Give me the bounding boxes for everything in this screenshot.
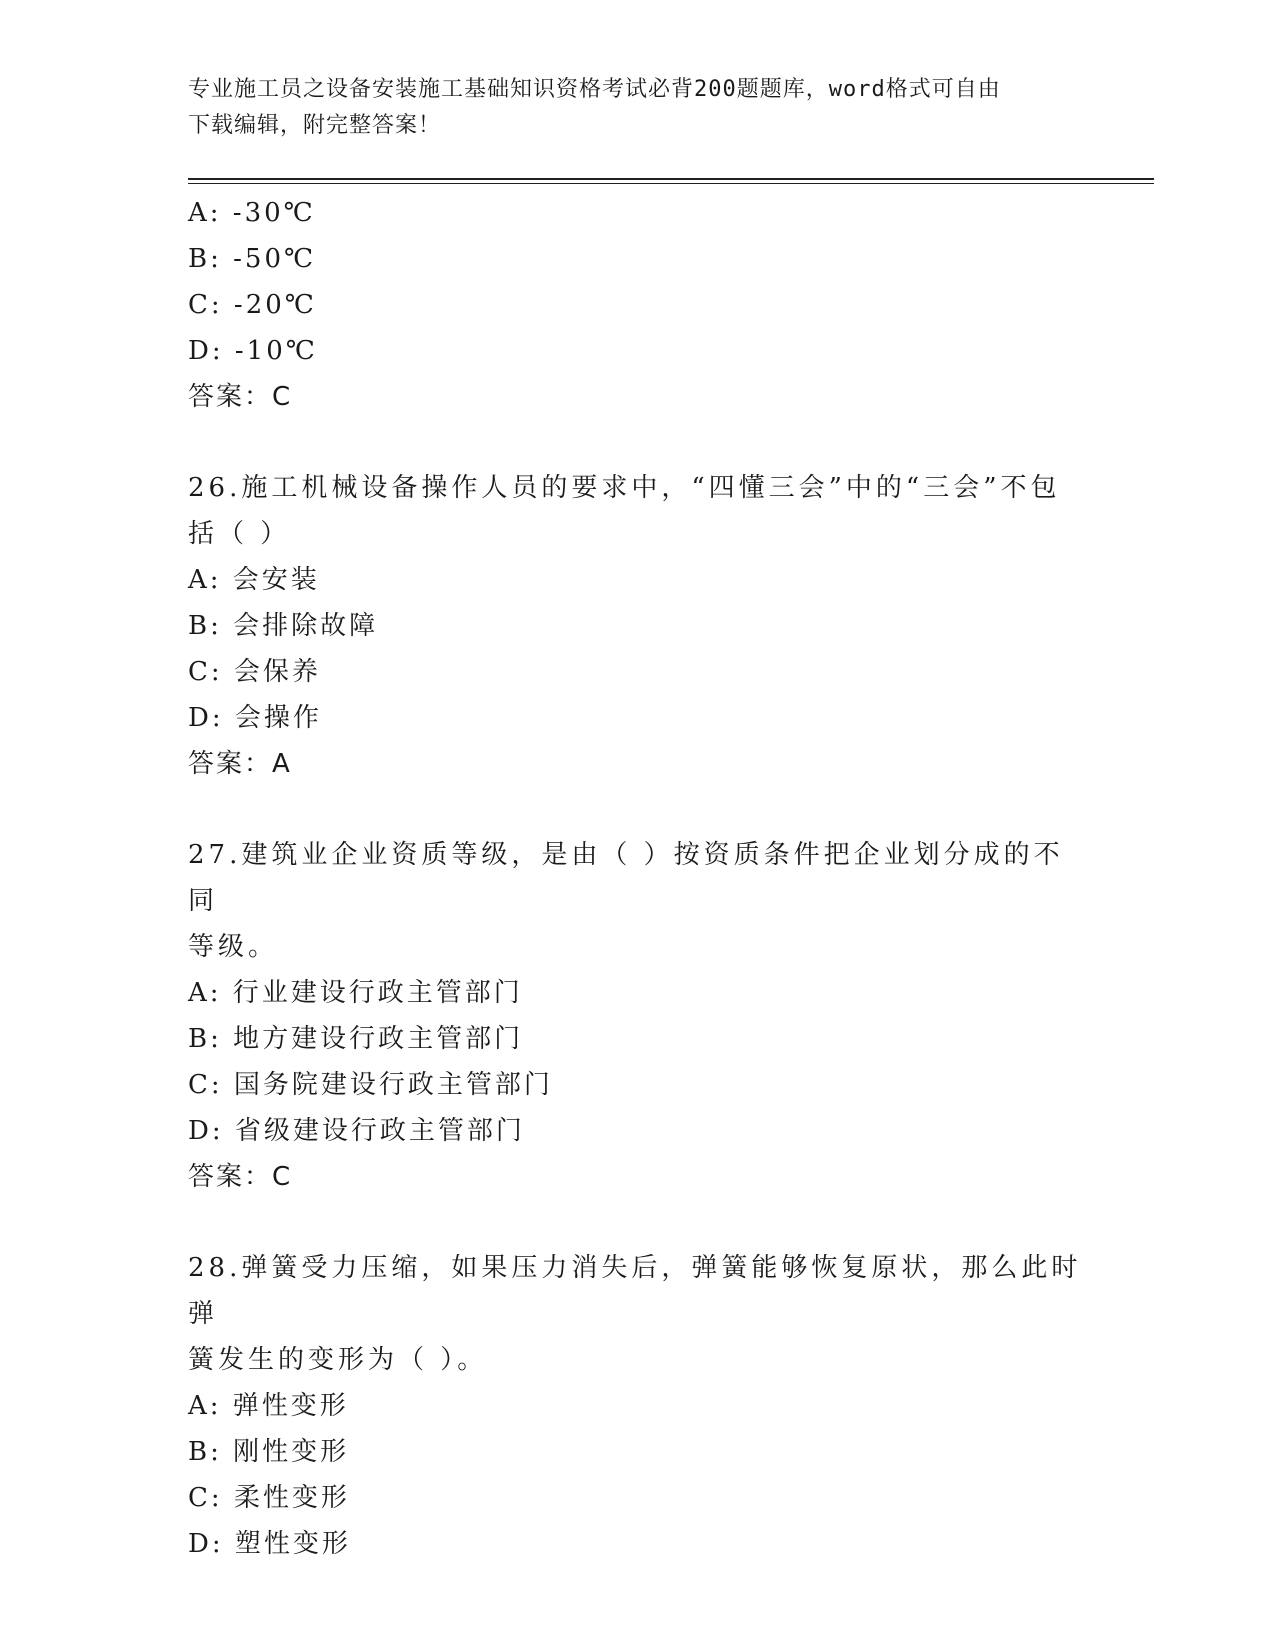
option-d: D: -10℃ <box>188 336 318 366</box>
option-a: A: 行业建设行政主管部门 <box>188 978 523 1008</box>
question-block-25 <box>188 190 1088 420</box>
option-b: B: 刚性变形 <box>188 1437 350 1467</box>
option-d: D: 省级建设行政主管部门 <box>188 1116 525 1146</box>
header-line-1: 专业施工员之设备安装施工基础知识资格考试必背200题题库，word格式可自由 <box>188 77 1001 102</box>
question-stem-line-1: 26.施工机械设备操作人员的要求中，“四懂三会”中的“三会”不包 <box>188 473 1061 503</box>
answer-line: 答案：A <box>188 749 292 779</box>
question-stem-line-2: 括（ ） <box>188 519 291 549</box>
option-c: C: 会保养 <box>188 657 321 687</box>
answer-line: 答案：C <box>188 1162 293 1192</box>
question-block-26 <box>188 465 1088 787</box>
option-b: B: -50℃ <box>188 244 317 274</box>
option-d: D: 会操作 <box>188 703 322 733</box>
header-line-2: 下载编辑，附完整答案！ <box>188 113 442 138</box>
option-a: A: 弹性变形 <box>188 1391 349 1421</box>
header-divider-thick <box>188 178 1154 180</box>
option-a: A: -30℃ <box>188 198 316 228</box>
option-a: A: 会安装 <box>188 565 320 595</box>
question-block-27 <box>188 832 1088 1200</box>
question-stem-line-1: 28.弹簧受力压缩，如果压力消失后，弹簧能够恢复原状，那么此时弹 <box>188 1253 1082 1329</box>
option-d: D: 塑性变形 <box>188 1529 351 1559</box>
question-stem-line-2: 簧发生的变形为（ ）。 <box>188 1345 488 1375</box>
question-list <box>188 190 1088 1567</box>
answer-line: 答案：C <box>188 382 293 412</box>
question-stem-line-1: 27.建筑业企业资质等级，是由（ ）按资质条件把企业划分成的不同 <box>188 840 1064 916</box>
option-b: B: 会排除故障 <box>188 611 379 641</box>
option-c: C: -20℃ <box>188 290 317 320</box>
option-c: C: 柔性变形 <box>188 1483 350 1513</box>
header-divider-thin <box>188 183 1154 184</box>
question-block-28 <box>188 1245 1088 1567</box>
option-c: C: 国务院建设行政主管部门 <box>188 1070 553 1100</box>
question-stem-line-2: 等级。 <box>188 932 279 962</box>
option-b: B: 地方建设行政主管部门 <box>188 1024 524 1054</box>
document-header <box>188 72 1068 144</box>
